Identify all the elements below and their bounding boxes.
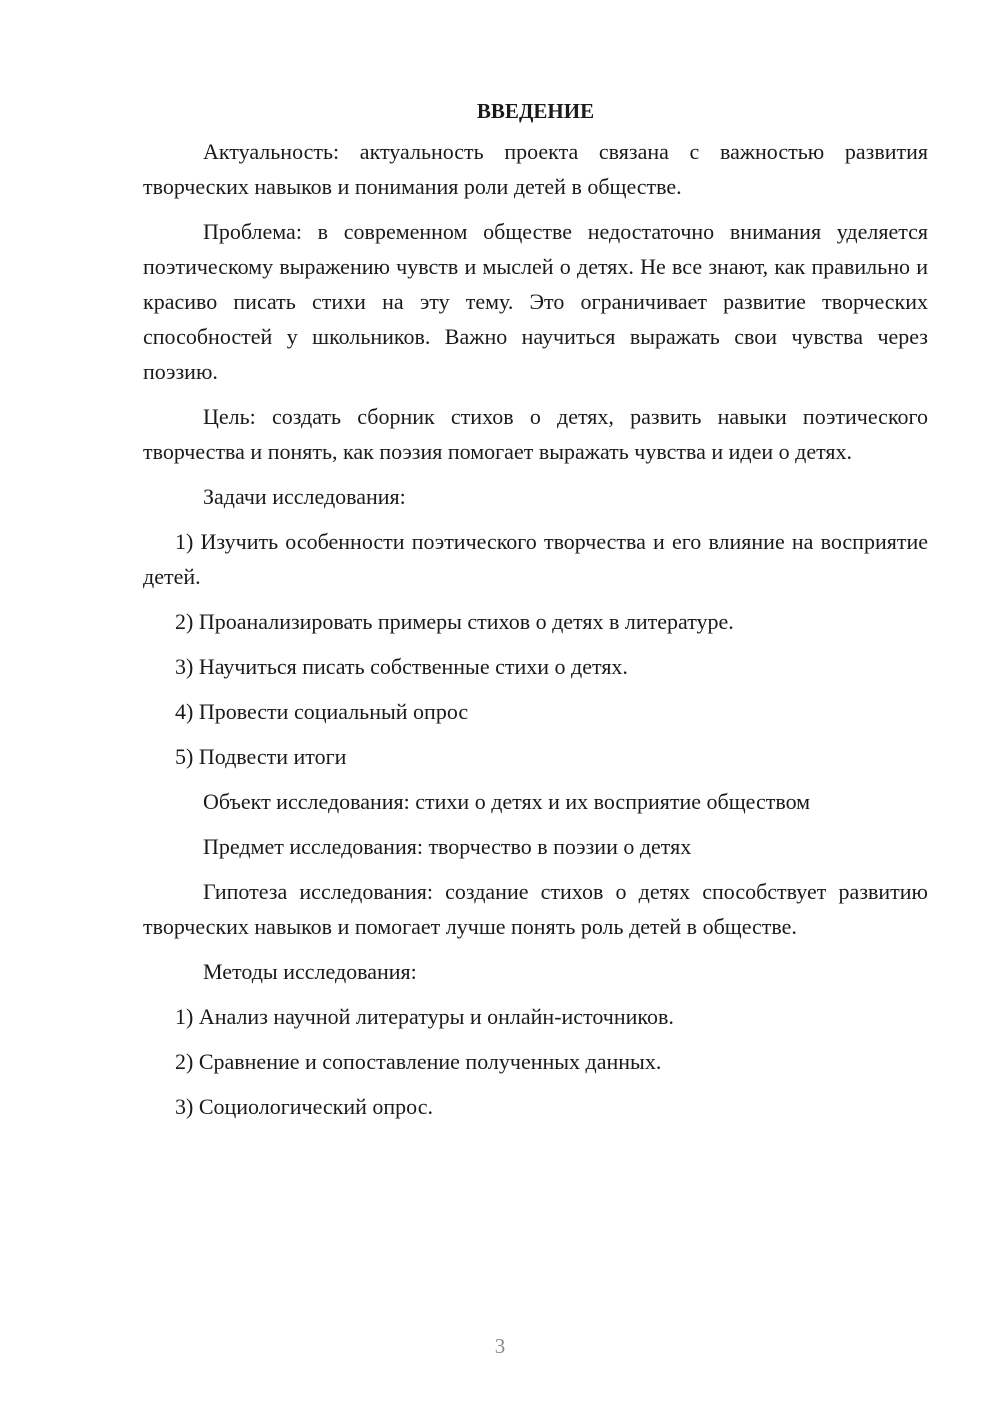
section-heading: ВВЕДЕНИЕ: [476, 99, 595, 123]
relevance-paragraph: Актуальность: актуальность проекта связана с важностью развития творческих навыков и понимания роли детей в обществе.: [143, 139, 928, 199]
page-number: 3: [494, 1334, 506, 1358]
problem-paragraph: Проблема: в современном обществе недостаточно внимания уделяется поэтическому выражению чувств и мыслей о детях. Не все знают, как правильно и красиво писать стихи на эту тему. Это ограничивает развитие творческих способностей у школьников. Важно научиться выражать свои чувства через поэзию.: [143, 219, 928, 384]
task-item: 2) Проанализировать примеры стихов о детях в литературе.: [175, 609, 734, 634]
subject-paragraph: Предмет исследования: творчество в поэзии о детях: [203, 834, 692, 859]
methods-label: Методы исследования:: [203, 959, 417, 984]
object-paragraph: Объект исследования: стихи о детях и их восприятие обществом: [203, 789, 811, 814]
task-item: 3) Научиться писать собственные стихи о детях.: [175, 654, 628, 679]
task-item: 4) Провести социальный опрос: [175, 699, 469, 724]
hypothesis-paragraph: Гипотеза исследования: создание стихов о детях способствует развитию творческих навыков и помогает лучше понять роль детей в обществе.: [143, 879, 928, 939]
method-item: 2) Сравнение и сопоставление полученных данных.: [175, 1049, 662, 1074]
task-item: 5) Подвести итоги: [175, 744, 347, 769]
page-content: [143, 96, 928, 1134]
method-item: 3) Социологический опрос.: [175, 1094, 433, 1119]
tasks-label: Задачи исследования:: [203, 484, 406, 509]
method-item: 1) Анализ научной литературы и онлайн-источников.: [175, 1004, 674, 1029]
task-item: 1) Изучить особенности поэтического творчества и его влияние на восприятие детей.: [143, 529, 928, 589]
goal-paragraph: Цель: создать сборник стихов о детях, развить навыки поэтического творчества и понять, как поэзия помогает выражать чувства и идеи о детях.: [143, 404, 928, 464]
